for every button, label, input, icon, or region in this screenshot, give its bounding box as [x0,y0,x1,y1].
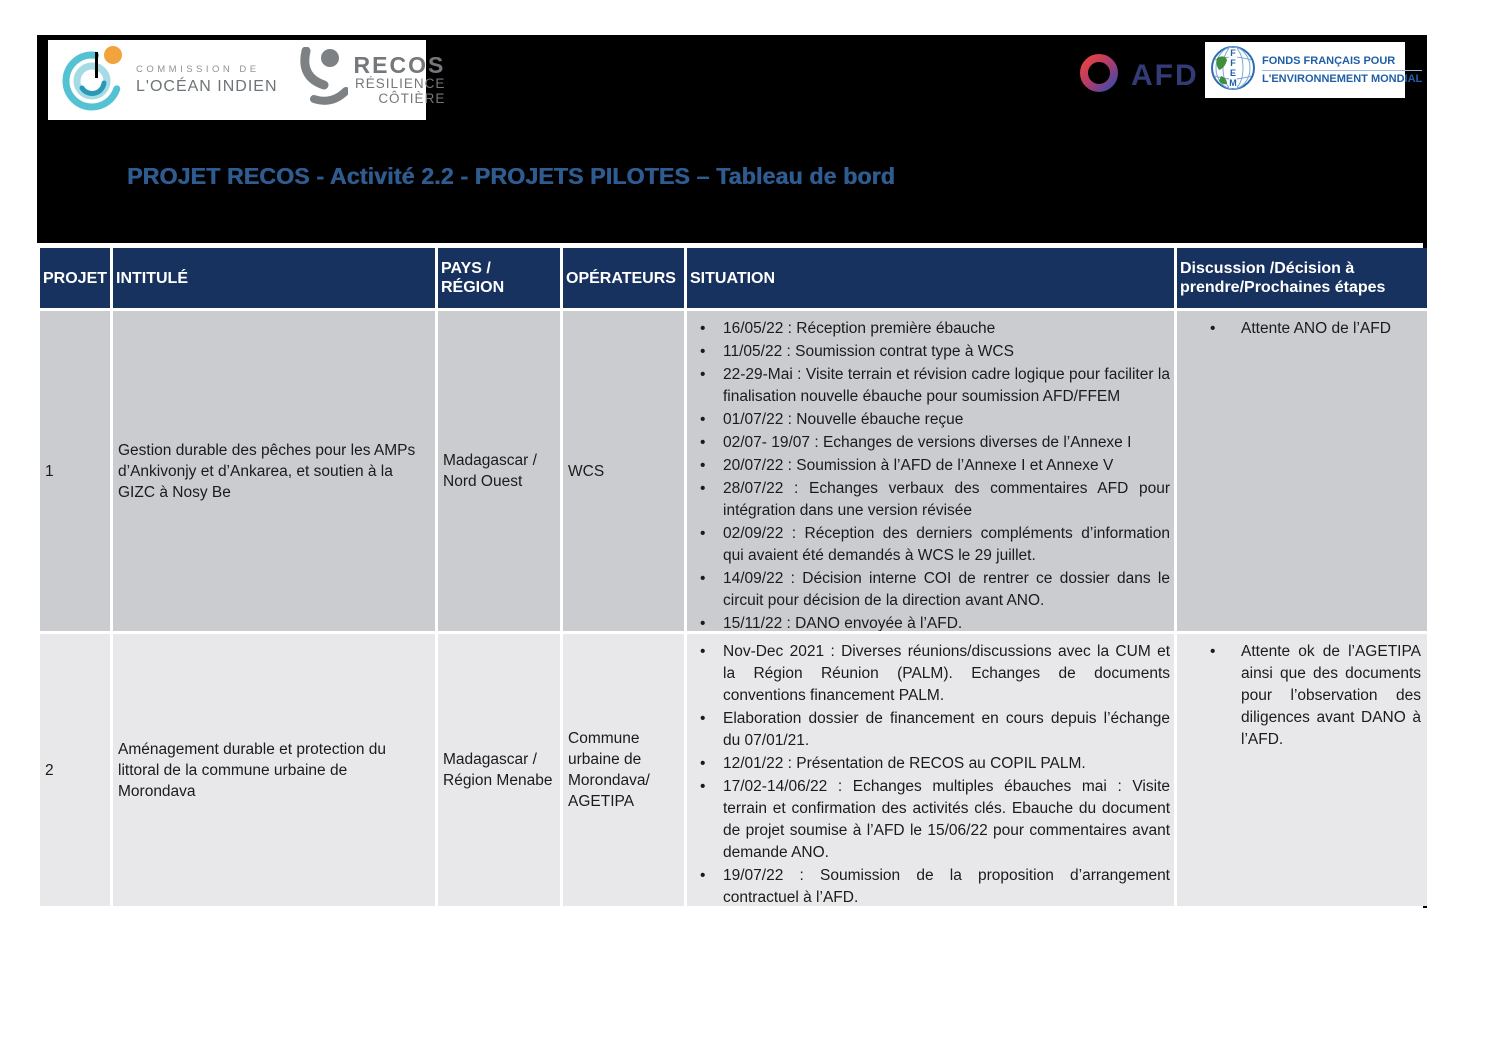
row1-operateurs: WCS [563,311,684,631]
svg-text:E: E [1229,67,1237,78]
svg-text:F: F [1230,57,1236,68]
recos-line2: CÔTIÈRE [378,91,446,106]
recos-logo [300,47,446,114]
ffem-line2: L'ENVIRONNEMENT MONDIAL [1262,72,1423,85]
situation-item: • 02/09/22 : Réception des derniers compléments d’information qui avaient été demandés à WCS le 29 juillet. [687,523,1170,567]
situation-item: • 20/07/22 : Soumission à l’AFD de l’Annexe I et Annexe V [687,455,1170,477]
col-header-situation: SITUATION [687,248,1174,308]
afd-logo-text: AFD [1131,58,1199,92]
ffem-logo [1205,42,1423,98]
page-title: PROJET RECOS - Activité 2.2 - PROJETS PILOTES – Tableau de bord [127,163,895,189]
header-band [37,35,1427,243]
col-header-operateurs: OPÉRATEURS [563,248,684,308]
row1-pays-region: Madagascar / Nord Ouest [438,311,560,631]
coi-line2: L'OCÉAN INDIEN [136,78,278,95]
row2-operateurs: Commune urbaine de Morondava/ AGETIPA [563,634,684,906]
afd-logo-icon [1077,51,1121,100]
ffem-logo-text [1262,55,1422,86]
logo-box [48,40,446,120]
situation-item: • 17/02-14/06/22 : Echanges multiples ébauches mai : Visite terrain et confirmation des activités clés. Ebauche du document de projet soumise à l’AFD le 15/06/22 pour commentaires avant demande ANO. [687,776,1170,864]
svg-text:M: M [1229,77,1237,88]
coi-logo-icon [62,43,126,118]
col-header-discussion: Discussion /Décision à prendre/Prochaines étapes [1177,248,1427,308]
situation-item: • 02/07- 19/07 : Echanges de versions diverses de l’Annexe I [687,432,1170,454]
recos-name: RECOS [353,52,446,78]
recos-line1: RÉSILIENCE [355,76,446,91]
svg-text:F: F [1230,47,1236,58]
situation-item: • Elaboration dossier de financement en cours depuis l’échange du 07/01/21. [687,708,1170,752]
row2-intitule: Aménagement durable et protection du littoral de la commune urbaine de Morondava [113,634,435,906]
discussion-item: • Attente ok de l’AGETIPA ainsi que des documents pour l’observation des diligences avant DANO à l’AFD. [1177,641,1423,751]
dashboard-table [40,248,1427,906]
situation-item: • Nov-Dec 2021 : Diverses réunions/discussions avec la CUM et la Région Réunion (PALM). Echanges de documents conventions financement PALM. [687,641,1170,707]
situation-item: • 22-29-Mai : Visite terrain et révision cadre logique pour faciliter la finalisation nouvelle ébauche pour soumission AFD/FFEM [687,364,1170,408]
row2-discussion [1177,634,1427,906]
recos-logo-icon [300,47,348,114]
discussion-item: • Attente ANO de l’AFD [1177,318,1423,340]
situation-item: • 19/07/22 : Soumission de la proposition d’arrangement contractuel à l’AFD. [687,865,1170,906]
recos-logo-text [354,54,446,106]
situation-item: • 16/05/22 : Réception première ébauche [687,318,1170,340]
row2-situation [687,634,1174,906]
coi-logo-text [136,64,278,96]
situation-item: • 11/05/22 : Soumission contrat type à WCS [687,341,1170,363]
situation-item: • 28/07/22 : Echanges verbaux des commentaires AFD pour intégration dans une version révisée [687,478,1170,522]
coi-line1: COMMISSION DE [136,64,260,75]
row2-pays-region: Madagascar / Région Menabe [438,634,560,906]
ffem-separator [1262,70,1422,71]
afd-logo [1077,51,1199,100]
situation-item: • 14/09/22 : Décision interne COI de rentrer ce dossier dans le circuit pour décision de la direction avant ANO. [687,568,1170,612]
row1-situation [687,311,1174,631]
col-header-pays-region: PAYS / RÉGION [438,248,560,308]
col-header-intitule: INTITULÉ [113,248,435,308]
situation-item: • 15/11/22 : DANO envoyée à l’AFD. [687,613,1170,631]
row1-projet: 1 [40,311,110,631]
situation-item: • 01/07/22 : Nouvelle ébauche reçue [687,409,1170,431]
ffem-globe-icon [1209,44,1257,97]
row1-intitule: Gestion durable des pêches pour les AMPs d’Ankivonjy et d’Ankarea, et soutien à la GIZC à Nosy Be [113,311,435,631]
row1-discussion [1177,311,1427,631]
situation-item: • 12/01/22 : Présentation de RECOS au COPIL PALM. [687,753,1170,775]
col-header-projet: PROJET [40,248,110,308]
ffem-line1: FONDS FRANÇAIS POUR [1262,54,1396,67]
text-cursor [95,52,98,78]
row2-projet: 2 [40,634,110,906]
